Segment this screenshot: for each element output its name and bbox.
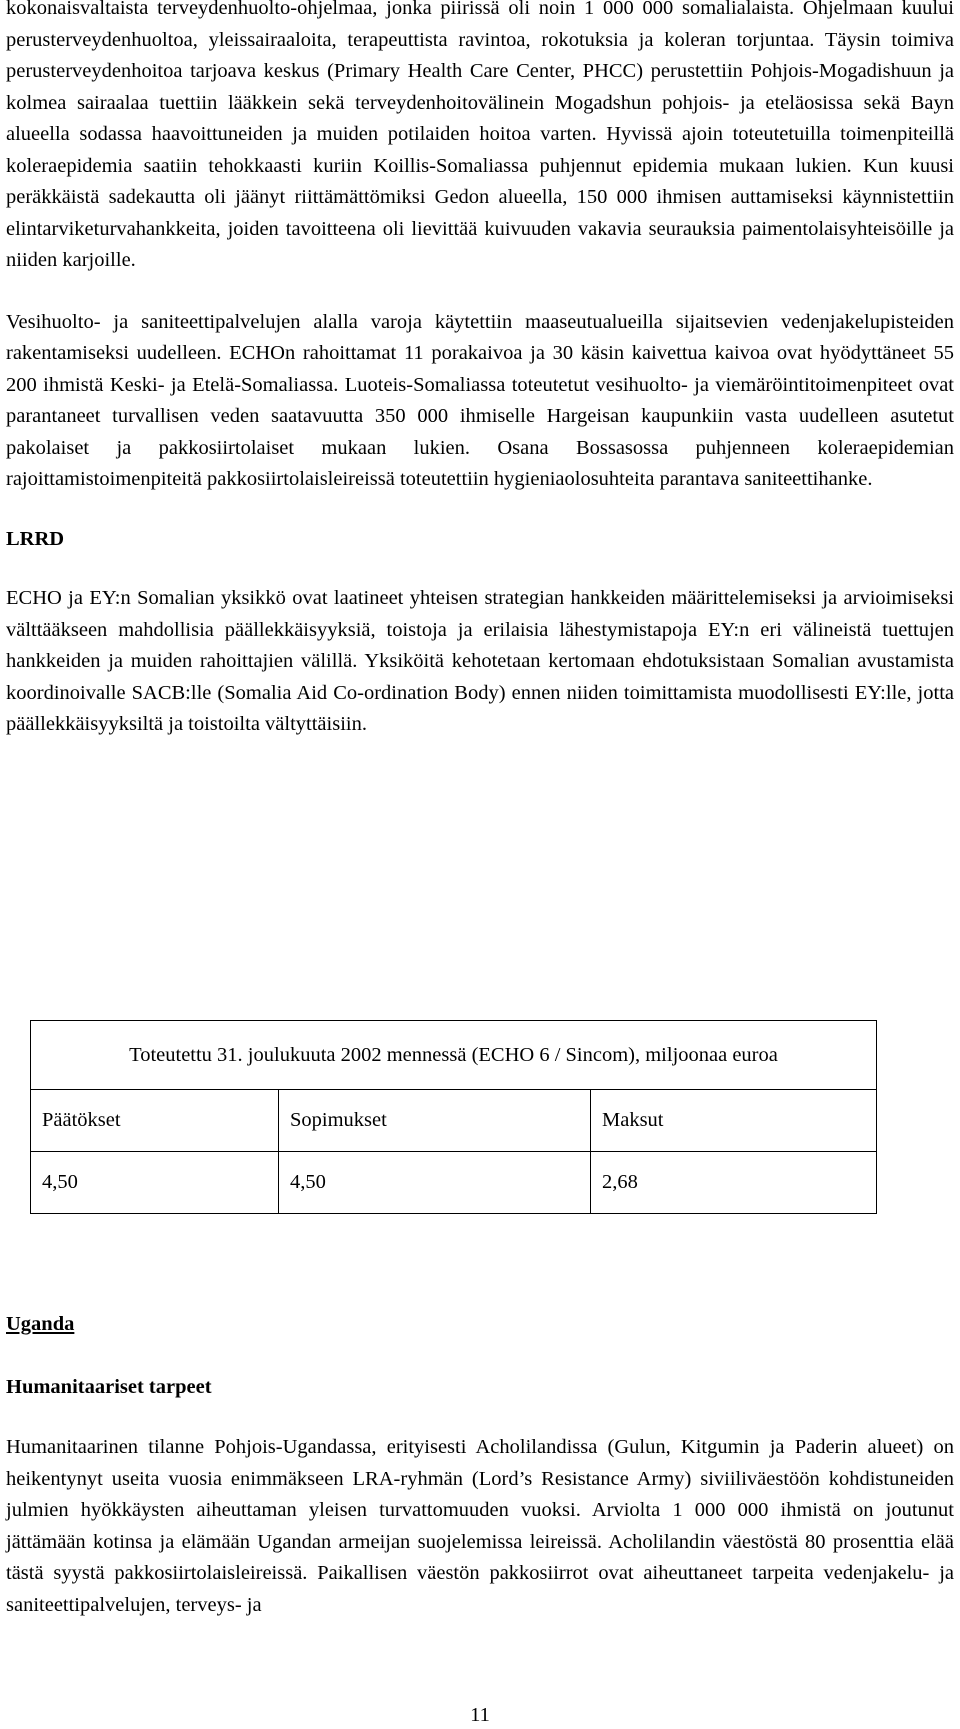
value-decisions: 4,50 — [31, 1152, 279, 1214]
header-payments: Maksut — [591, 1090, 877, 1152]
page-number: 11 — [470, 1704, 490, 1726]
heading-lrrd: LRRD — [6, 527, 65, 550]
table-header-row — [31, 1090, 877, 1152]
value-contracts: 4,50 — [279, 1152, 591, 1214]
paragraph-uganda-situation: Humanitaarinen tilanne Pohjois-Ugandassa, erityisesti Acholilandissa (Gulun, Kitgumin ja Paderin alueet) on heikentynyt useita vuosia enimmäkseen LRA-ryhmän (Lord’s Resistance Army) siviiliväestöön kohdistuneiden julmien hyökkäysten aiheuttaman yleisen turvattomuuden vuoksi. Arviolta 1 000 000 ihmistä on joutunut jättämään kotinsa ja elämään Ugandan armeijan suojelemissa leireissä. Acholilandin väestöstä 80 prosenttia elää tästä syystä pakkosiirtolaisleireissä. Paikallisen väestön pakkosiirrot ovat aiheuttaneet tarpeita vedenjakelu- ja saniteettipalvelujen, terveys- ja — [6, 1436, 954, 1616]
header-decisions: Päätökset — [31, 1090, 279, 1152]
table-caption-row — [31, 1021, 877, 1090]
document-page — [6, 0, 954, 741]
paragraph-health-programme: kokonaisvaltaista terveydenhuolto-ohjelmaa, jonka piirissä oli noin 1 000 000 somalialaista. Ohjelmaan kuului perusterveydenhuoltoa, yleissairaaloita, terapeuttista ravintoa, rokotuksia ja koleran torjuntaa. Täysin toimiva perusterveydenhoitoa tarjoava keskus (Primary Health Care Center, PHCC) perustettiin Pohjois-Mogadishuun ja kolmea sairaalaa tuettiin lääkkein sekä terveydenhoitovälinein Mogadshun pohjois- ja eteläosissa sekä Bayn alueella sodassa haavoittuneiden ja muiden potilaiden hoitoa varten. Hyvissä ajoin toteutetuilla toimenpiteillä koleraepidemia saatiin tehokkaasti kuriin Koillis-Somaliassa puhjennut epidemia mukaan lukien. Kun kuusi peräkkäistä sadekautta oli jäänyt riittämättömiksi Gedon alueella, 150 000 ihmisen auttamiseksi käynnistettiin elintarviketurvahankkeita, joiden tavoitteena oli lievittää kuivuuden vakavia seurauksia paimentolaisyhteisöille ja niiden karjoille. — [6, 0, 954, 271]
funding-table — [30, 1020, 877, 1214]
table-caption: Toteutettu 31. joulukuuta 2002 mennessä (ECHO 6 / Sincom), miljoonaa euroa — [31, 1021, 877, 1090]
paragraph-water-sanitation: Vesihuolto- ja saniteettipalvelujen alalla varoja käytettiin maaseutualueilla sijaitsevien vedenjakelupisteiden rakentamiseksi uudelleen. ECHOn rahoittamat 11 porakaivoa ja 30 käsin kaivettua kaivoa ovat hyödyttäneet 55 200 ihmistä Keski- ja Etelä-Somaliassa. Luoteis-Somaliassa toteutetut vesihuolto- ja viemäröintitoimenpiteet ovat parantaneet turvallisen veden saatavuutta 350 000 ihmiselle Hargeisan kaupunkiin vasta uudelleen asutetut pakolaiset ja pakkosiirtolaiset mukaan lukien. Osana Bossasossa puhjenneen koleraepidemian rajoittamistoimenpiteitä pakkosiirtolaisleireissä toteutettiin hygieniaolosuhteita parantava saniteettihanke. — [6, 310, 954, 490]
heading-humanitarian-needs: Humanitaariset tarpeet — [6, 1376, 212, 1398]
header-contracts: Sopimukset — [279, 1090, 591, 1152]
heading-uganda: Uganda — [6, 1313, 75, 1335]
table-row — [31, 1152, 877, 1214]
paragraph-lrrd: ECHO ja EY:n Somalian yksikkö ovat laatineet yhteisen strategian hankkeiden määrittelemiseksi ja arvioimiseksi välttääkseen mahdollisia päällekkäisyyksiä, toistoja ja erilaisia lähestymistapoja EY:n eri välineistä tuettujen hankkeiden ja muiden rahoittajien välillä. Yksiköitä kehotetaan kertomaan ehdotuksistaan Somalian avustamista koordinoivalle SACB:lle (Somalia Aid Co-ordination Body) ennen niiden toimittamista muodollisesti EY:lle, jotta päällekkäisyyksiltä ja toistoilta vältyttäisiin. — [6, 587, 954, 735]
value-payments: 2,68 — [591, 1152, 877, 1214]
